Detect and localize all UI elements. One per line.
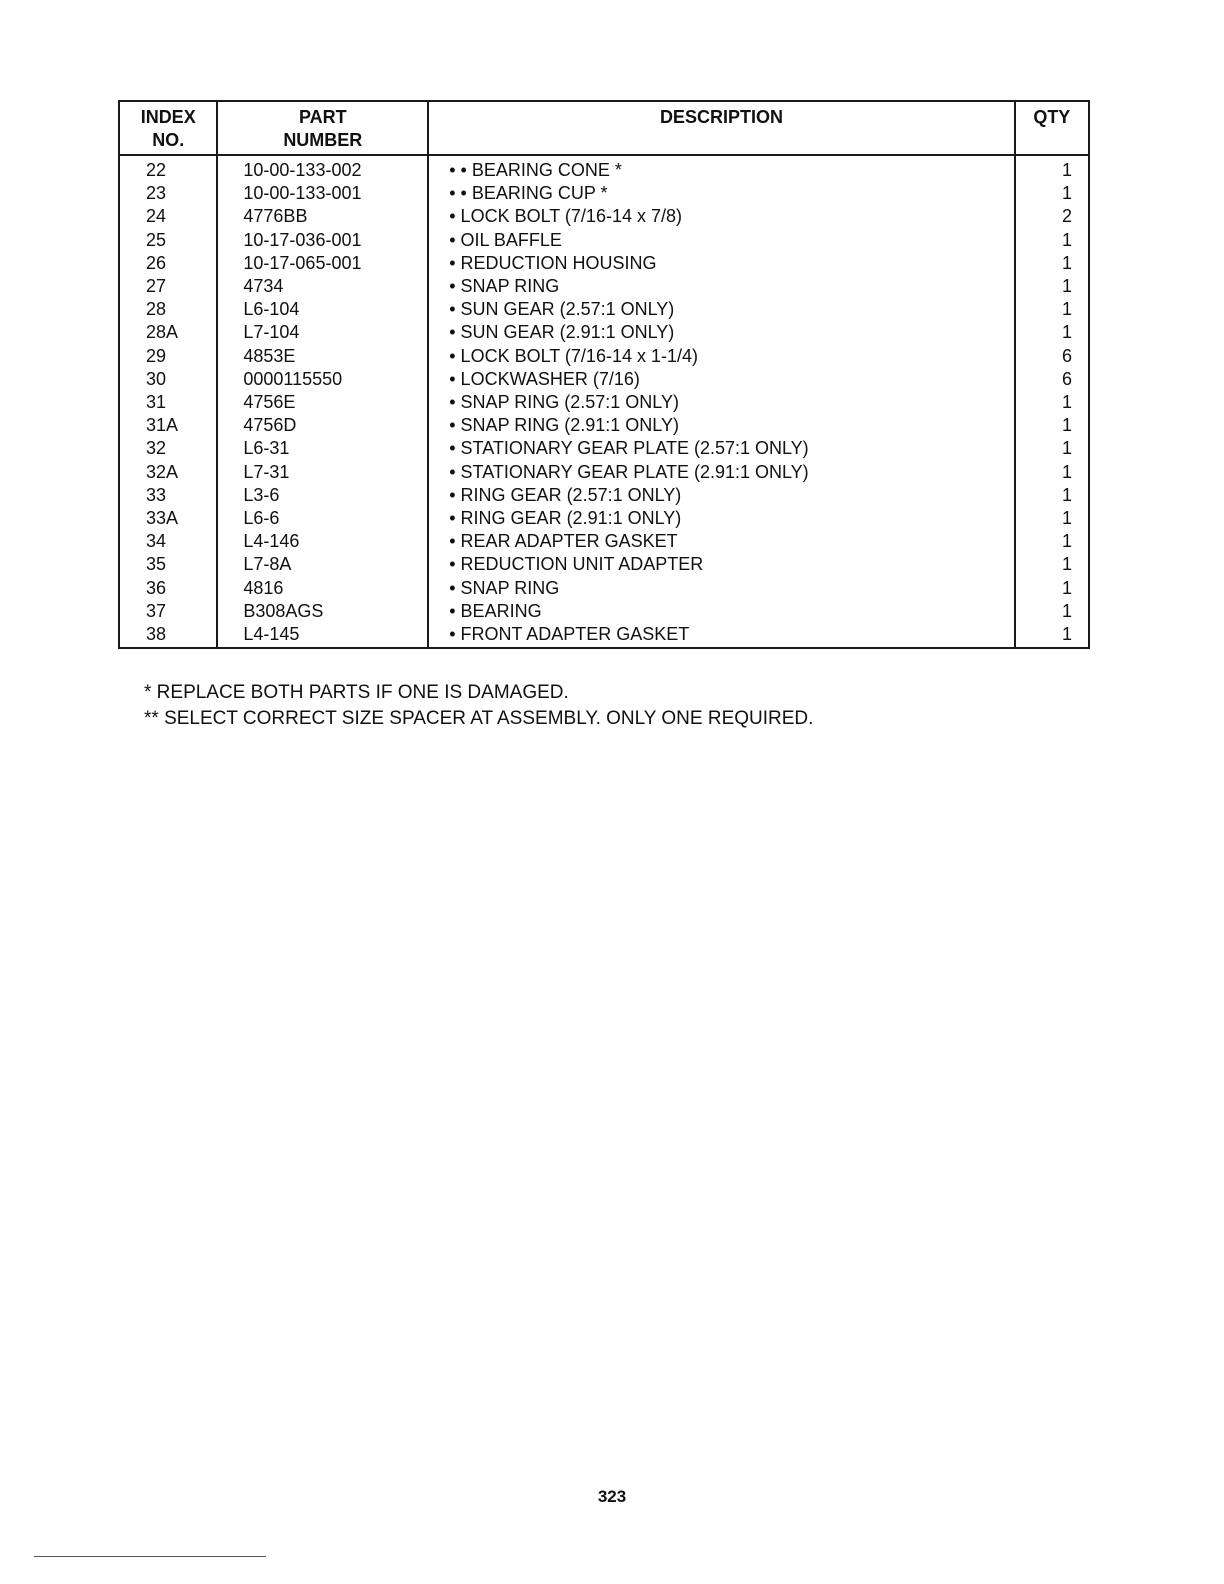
header-index-line2: NO.	[152, 130, 185, 150]
cell-part-number: L6-6	[217, 507, 428, 530]
cell-qty: 1	[1061, 531, 1072, 552]
cell-qty: 1	[1061, 461, 1072, 482]
table-row	[119, 623, 1089, 648]
cell-description: • FRONT ADAPTER GASKET	[428, 623, 1014, 648]
cell-qty: 6	[1061, 368, 1072, 389]
cell-description: • • BEARING CUP *	[428, 182, 1014, 205]
cell-index-no: 32	[119, 437, 217, 460]
cell-part-number: B308AGS	[217, 600, 428, 623]
table-header	[119, 101, 1089, 155]
cell-qty: 1	[1061, 392, 1072, 413]
table-row	[119, 345, 1089, 368]
table-row	[119, 275, 1089, 298]
cell-index-no: 26	[119, 252, 217, 275]
header-part-line2: NUMBER	[283, 130, 363, 150]
cell-part-number: 10-17-036-001	[217, 229, 428, 252]
cell-part-number: 4816	[217, 577, 428, 600]
cell-qty: 2	[1061, 206, 1072, 227]
cell-description: • REDUCTION UNIT ADAPTER	[428, 553, 1014, 576]
table-row	[119, 484, 1089, 507]
cell-index-no: 32A	[119, 461, 217, 484]
cell-qty: 1	[1061, 624, 1072, 645]
cell-qty: 1	[1061, 508, 1072, 529]
cell-qty: 1	[1061, 554, 1072, 575]
table-row	[119, 368, 1089, 391]
table-row	[119, 205, 1089, 228]
header-qty	[1015, 101, 1089, 155]
cell-description: • SNAP RING (2.91:1 ONLY)	[428, 414, 1014, 437]
cell-description: • SNAP RING	[428, 275, 1014, 298]
table-row	[119, 530, 1089, 553]
cell-index-no: 33	[119, 484, 217, 507]
cell-description: • RING GEAR (2.57:1 ONLY)	[428, 484, 1014, 507]
cell-description: • LOCK BOLT (7/16-14 x 7/8)	[428, 205, 1014, 228]
cell-qty: 6	[1061, 345, 1072, 366]
cell-description: • SUN GEAR (2.91:1 ONLY)	[428, 321, 1014, 344]
cell-index-no: 24	[119, 205, 217, 228]
parts-list-table	[118, 100, 1090, 649]
cell-index-no: 35	[119, 553, 217, 576]
table-row	[119, 229, 1089, 252]
cell-description: • SUN GEAR (2.57:1 ONLY)	[428, 298, 1014, 321]
cell-description: • SNAP RING (2.57:1 ONLY)	[428, 391, 1014, 414]
cell-qty: 1	[1061, 577, 1072, 598]
table-row	[119, 182, 1089, 205]
cell-part-number: 4776BB	[217, 205, 428, 228]
cell-part-number: 4756E	[217, 391, 428, 414]
cell-qty: 1	[1061, 322, 1072, 343]
cell-index-no: 28A	[119, 321, 217, 344]
cell-description: • REDUCTION HOUSING	[428, 252, 1014, 275]
header-part-line1: PART	[298, 107, 347, 127]
cell-qty: 1	[1061, 160, 1072, 180]
table-row	[119, 414, 1089, 437]
cell-index-no: 37	[119, 600, 217, 623]
cell-index-no: 31	[119, 391, 217, 414]
table-row	[119, 155, 1089, 182]
cell-part-number: 10-00-133-001	[217, 182, 428, 205]
cell-description: • BEARING	[428, 600, 1014, 623]
cell-part-number: L4-145	[217, 623, 428, 648]
cell-index-no: 38	[119, 623, 217, 648]
cell-description: • RING GEAR (2.91:1 ONLY)	[428, 507, 1014, 530]
table-row	[119, 553, 1089, 576]
cell-part-number: 4756D	[217, 414, 428, 437]
cell-description: • SNAP RING	[428, 577, 1014, 600]
cell-description: • • BEARING CONE *	[428, 155, 1014, 182]
page-number: 323	[597, 1487, 627, 1506]
table-body	[119, 155, 1089, 648]
cell-part-number: 4734	[217, 275, 428, 298]
cell-index-no: 23	[119, 182, 217, 205]
cell-part-number: L7-31	[217, 461, 428, 484]
cell-part-number: 10-17-065-001	[217, 252, 428, 275]
cell-description: • REAR ADAPTER GASKET	[428, 530, 1014, 553]
cell-part-number: L7-8A	[217, 553, 428, 576]
header-index-no	[119, 101, 217, 155]
cell-index-no: 31A	[119, 414, 217, 437]
cell-part-number: L6-31	[217, 437, 428, 460]
cell-qty: 1	[1061, 299, 1072, 320]
cell-part-number: L6-104	[217, 298, 428, 321]
footnote-spacer: ** SELECT CORRECT SIZE SPACER AT ASSEMBLY. ONLY ONE REQUIRED.	[144, 708, 814, 729]
table-row	[119, 577, 1089, 600]
cell-qty: 1	[1061, 600, 1072, 621]
cell-description: • STATIONARY GEAR PLATE (2.91:1 ONLY)	[428, 461, 1014, 484]
table-row	[119, 437, 1089, 460]
cell-description: • LOCK BOLT (7/16-14 x 1-1/4)	[428, 345, 1014, 368]
cell-part-number: L7-104	[217, 321, 428, 344]
header-index-line1: INDEX	[140, 107, 196, 127]
header-part-number	[217, 101, 428, 155]
table-row	[119, 600, 1089, 623]
cell-description: • LOCKWASHER (7/16)	[428, 368, 1014, 391]
cell-index-no: 27	[119, 275, 217, 298]
cell-part-number: L3-6	[217, 484, 428, 507]
cell-qty: 1	[1061, 183, 1072, 204]
cell-index-no: 34	[119, 530, 217, 553]
cell-part-number: 0000115550	[217, 368, 428, 391]
table-row	[119, 461, 1089, 484]
cell-index-no: 22	[119, 155, 217, 182]
cell-part-number: 4853E	[217, 345, 428, 368]
cell-description: • OIL BAFFLE	[428, 229, 1014, 252]
cell-qty: 1	[1061, 484, 1072, 505]
table-row	[119, 391, 1089, 414]
table-row	[119, 252, 1089, 275]
footnotes	[144, 680, 813, 732]
scan-artifact-line	[34, 1556, 266, 1557]
cell-index-no: 30	[119, 368, 217, 391]
cell-index-no: 36	[119, 577, 217, 600]
header-qty-label: QTY	[1033, 107, 1071, 127]
cell-qty: 1	[1061, 252, 1072, 273]
cell-index-no: 28	[119, 298, 217, 321]
cell-qty: 1	[1061, 415, 1072, 436]
table-row	[119, 507, 1089, 530]
cell-qty: 1	[1061, 438, 1072, 459]
cell-part-number: 10-00-133-002	[217, 155, 428, 182]
cell-part-number: L4-146	[217, 530, 428, 553]
cell-description: • STATIONARY GEAR PLATE (2.57:1 ONLY)	[428, 437, 1014, 460]
cell-index-no: 33A	[119, 507, 217, 530]
table-row	[119, 321, 1089, 344]
cell-index-no: 25	[119, 229, 217, 252]
header-row	[119, 101, 1089, 155]
cell-qty: 1	[1061, 276, 1072, 297]
footnote-replace-both: * REPLACE BOTH PARTS IF ONE IS DAMAGED.	[144, 682, 569, 703]
header-description	[428, 101, 1014, 155]
header-description-label: DESCRIPTION	[659, 107, 783, 127]
cell-qty: 1	[1061, 229, 1072, 250]
cell-index-no: 29	[119, 345, 217, 368]
table-row	[119, 298, 1089, 321]
